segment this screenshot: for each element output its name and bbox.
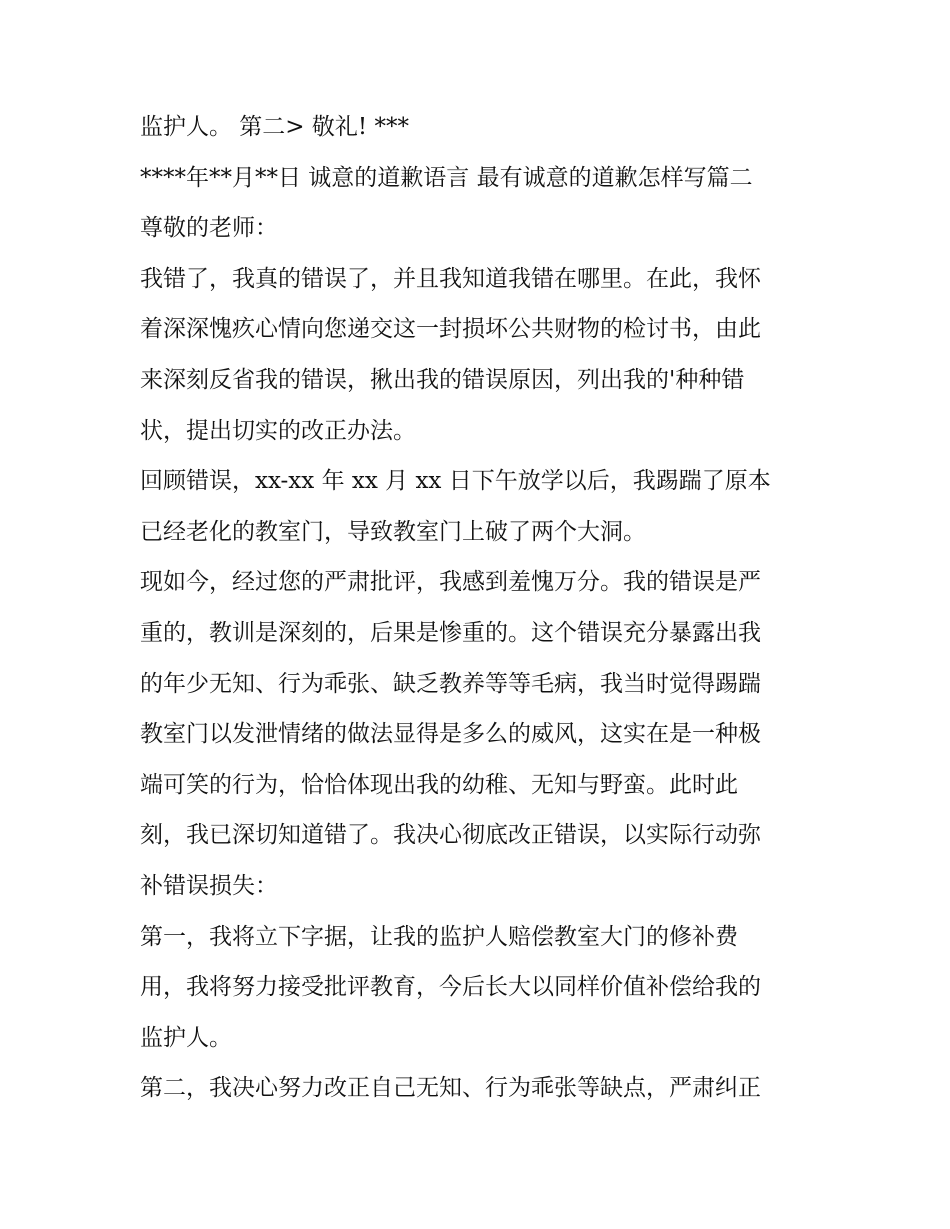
text-line: 已经老化的教室门，导致教室门上破了两个大洞。 <box>140 518 646 545</box>
text-line: 刻，我已深切知道错了。我决心彻底改正错误，以实际行动弥 <box>140 822 761 849</box>
text-line: 监护人。 第二> 敬礼! *** <box>140 114 409 140</box>
text-line: 状，提出切实的改正办法。 <box>140 417 416 444</box>
text-line: ****年**月**日 诚意的道歉语言 最有诚意的道歉怎样写篇二 <box>140 164 753 191</box>
text-line: 尊敬的老师： <box>140 215 278 242</box>
text-line: 重的，教训是深刻的，后果是惨重的。这个错误充分暴露出我 <box>140 619 761 646</box>
text-line: 第二，我决心努力改正自己无知、行为乖张等缺点，严肃纠正 <box>140 1075 761 1102</box>
text-line: 补错误损失： <box>140 872 278 899</box>
text-line: 监护人。 <box>140 1024 232 1051</box>
text-line: 第一，我将立下字据，让我的监护人赔偿教室大门的修补费 <box>140 923 738 950</box>
text-line: 端可笑的行为，恰恰体现出我的幼稚、无知与野蛮。此时此 <box>140 771 738 798</box>
text-line: 用，我将努力接受批评教育，今后长大以同样价值补偿给我的 <box>140 974 761 1001</box>
text-line: 现如今，经过您的严肃批评，我感到羞愧万分。我的错误是严 <box>140 569 761 596</box>
document-body <box>140 102 820 1114</box>
text-line: 来深刻反省我的错误，揪出我的错误原因，列出我的'种种错 <box>140 366 745 393</box>
text-line: 着深深愧疚心情向您递交这一封损坏公共财物的检讨书，由此 <box>140 316 761 343</box>
text-line: 回顾错误，xx-xx 年 xx 月 xx 日下午放学以后，我踢踹了原本 <box>140 468 771 495</box>
text-line: 我错了，我真的错误了，并且我知道我错在哪里。在此，我怀 <box>140 265 761 292</box>
text-line: 教室门以发泄情绪的做法显得是多么的威风，这实在是一种极 <box>140 721 761 748</box>
text-line: 的年少无知、行为乖张、缺乏教养等等毛病，我当时觉得踢踹 <box>140 670 761 697</box>
